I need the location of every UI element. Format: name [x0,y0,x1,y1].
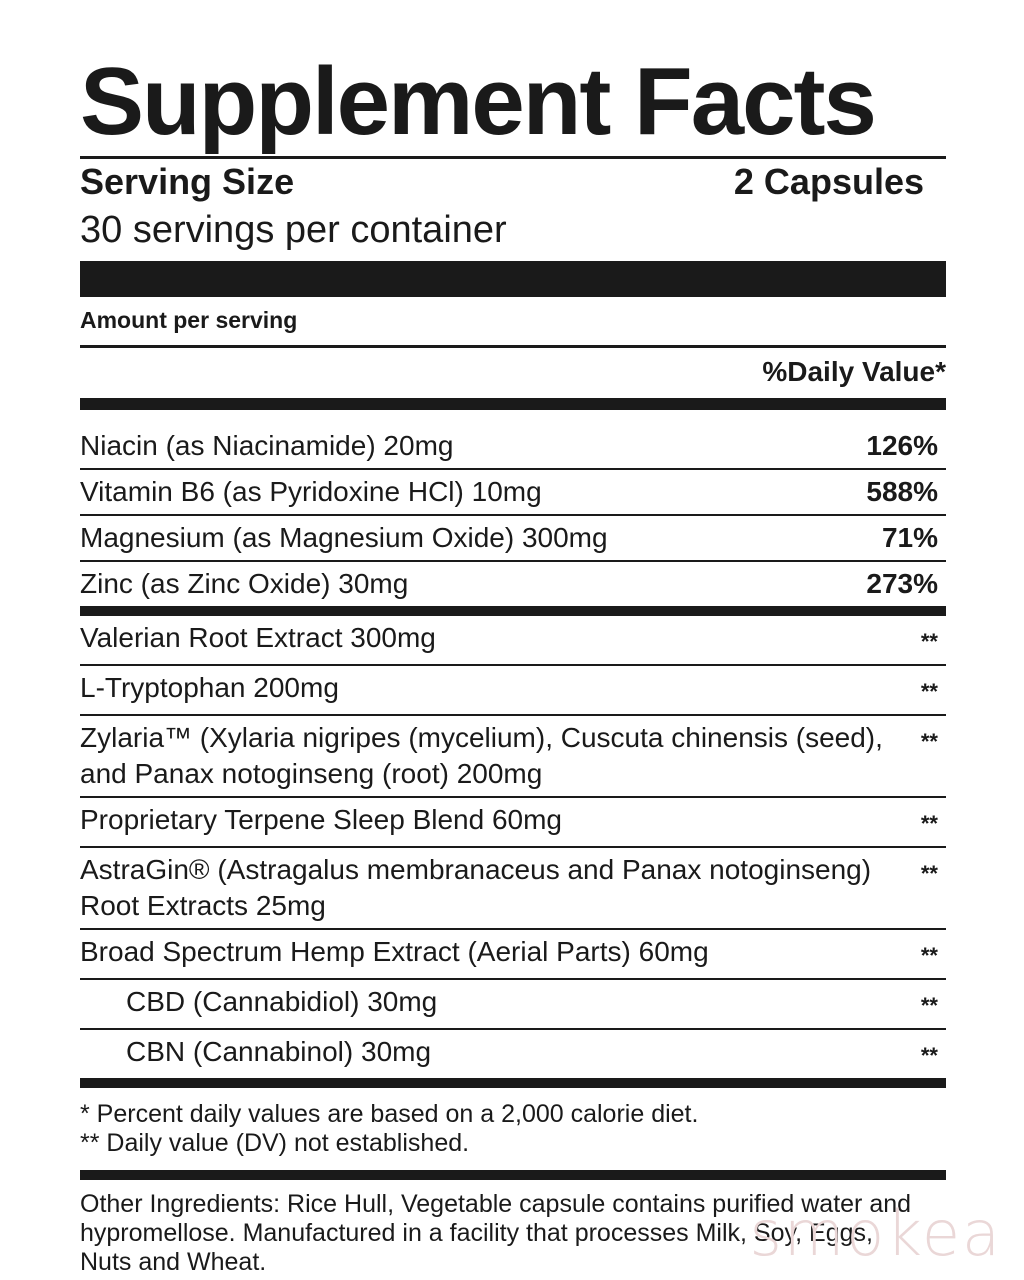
ingredient-row [80,848,946,928]
ingredient-name: L-Tryptophan 200mg [80,672,339,703]
thick-bar [80,261,946,297]
ingredient-name: Vitamin B6 (as Pyridoxine HCl) 10mg [80,476,542,507]
servings-per-container: 30 servings per container [80,209,507,251]
ingredient-name: Magnesium (as Magnesium Oxide) 300mg [80,522,608,553]
serving-size-row [80,159,946,205]
medium-bar [80,398,946,410]
ingredient-row [80,562,946,606]
amount-per-serving: Amount per serving [80,307,298,333]
ingredient-name: Proprietary Terpene Sleep Blend 60mg [80,804,563,835]
ingredient-name: Broad Spectrum Hemp Extract (Aerial Parts) 60mg [80,936,709,967]
ingredient-row [80,616,946,664]
ingredient-name: Niacin (as Niacinamide) 20mg [80,430,454,461]
ingredient-row [80,470,946,514]
ingredient-row [80,980,946,1028]
ingredient-daily-value: ** [920,861,938,886]
ingredient-daily-value: ** [920,629,938,654]
ingredient-daily-value: ** [920,679,938,704]
ingredient-name: CBD (Cannabidiol) 30mg [126,986,438,1017]
ingredient-daily-value: ** [920,943,938,968]
serving-size-value: 2 Capsules [733,161,924,202]
ingredient-name: AstraGin® (Astragalus membranaceus and Panax notoginseng) Root Extracts 25mg [80,854,872,921]
ingredient-daily-value: ** [920,729,938,754]
ingredient-row [80,666,946,714]
ingredient-row [80,516,946,560]
ingredient-row [80,930,946,978]
ingredient-daily-value: ** [920,993,938,1018]
ingredient-daily-value: 588% [866,476,938,507]
footnote-percent: * Percent daily values are based on a 2,000 calorie diet. [80,1100,699,1128]
ingredient-daily-value: ** [920,811,938,836]
panel-title: Supplement Facts [80,48,875,155]
ingredient-row [80,798,946,846]
supplement-facts-panel [80,48,946,1277]
ingredient-name: Valerian Root Extract 300mg [80,622,436,653]
ingredient-daily-value: 71% [881,522,938,553]
ingredient-row [80,1030,946,1078]
vitamin-bottom-bar [80,606,946,616]
serving-size-label: Serving Size [80,161,295,202]
ingredient-name: Zylaria™ (Xylaria nigripes (mycelium), Cuscuta chinensis (seed), and Panax notoginseng (root) 200mg [80,722,883,789]
ingredient-daily-value: ** [920,1043,938,1068]
ingredient-row [80,716,946,796]
footnote-dv: ** Daily value (DV) not established. [80,1129,470,1157]
other-ingredient-list [80,616,946,1078]
daily-value-header: %Daily Value* [762,356,946,387]
bar-above-other-ingredients [80,1170,946,1180]
ingredient-daily-value: 273% [866,568,938,599]
vitamin-list [80,424,946,606]
bottom-bar [80,1078,946,1088]
ingredient-row [80,424,946,468]
footnotes [80,1088,946,1170]
ingredient-name: Zinc (as Zinc Oxide) 30mg [80,568,409,599]
ingredient-name: CBN (Cannabinol) 30mg [126,1036,432,1067]
ingredient-daily-value: 126% [866,430,938,461]
brand-watermark: smokea [749,1197,1002,1270]
other-ingredients: Other Ingredients: Rice Hull, Vegetable capsule contains purified water and hypromellose. Manufactured in a facility that processes Milk, Soy, Eggs, Nuts and Wheat. [80,1190,912,1276]
